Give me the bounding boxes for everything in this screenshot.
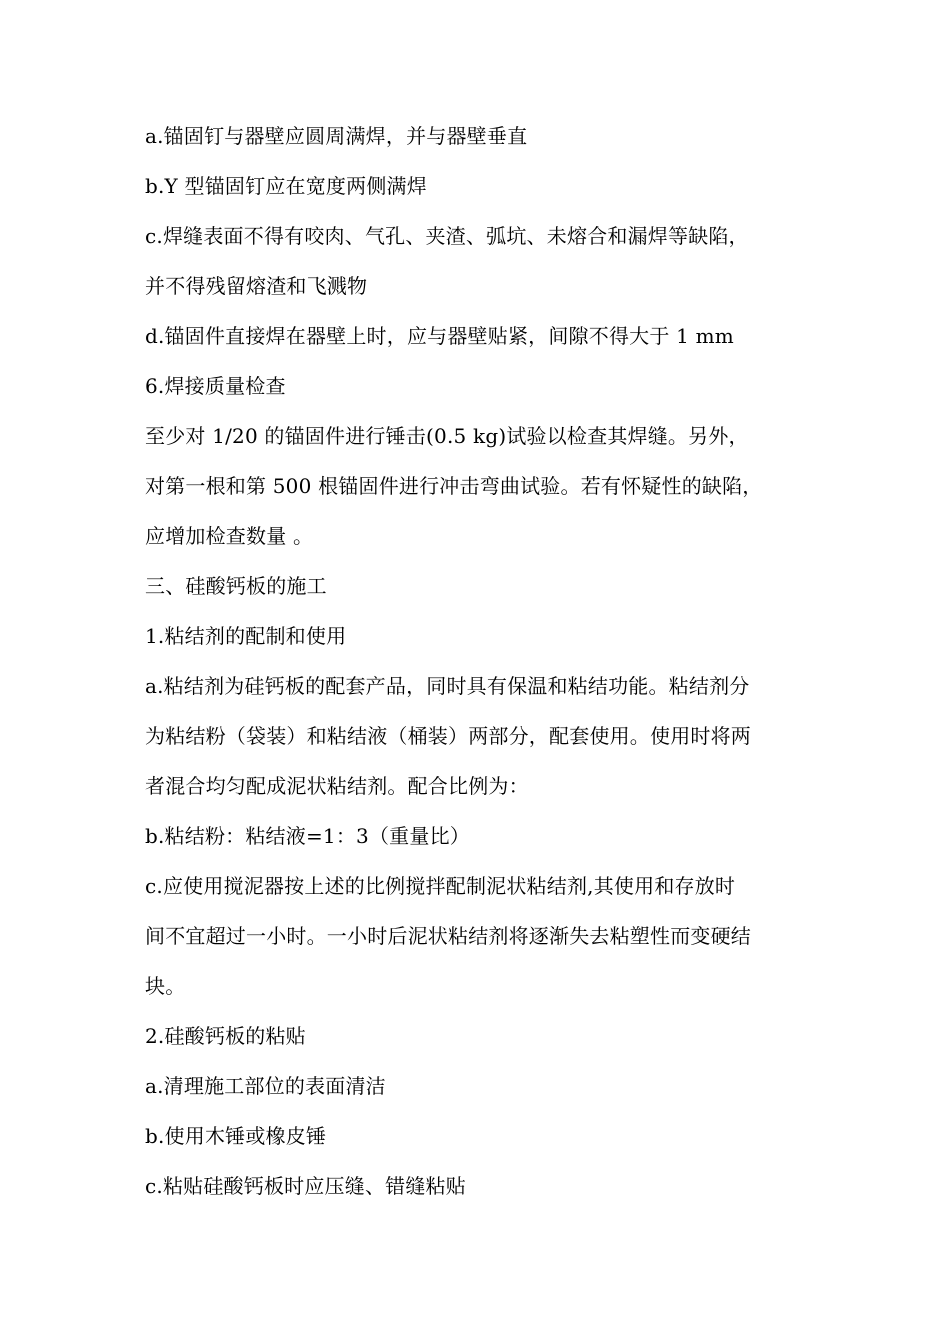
text-line: 为粘结粉（袋装）和粘结液（桶装）两部分，配套使用。使用时将两 — [145, 724, 751, 748]
text-line: 间不宜超过一小时。一小时后泥状粘结剂将逐渐失去粘塑性而变硬结 — [145, 924, 751, 948]
text-line: a.粘结剂为硅钙板的配套产品，同时具有保温和粘结功能。粘结剂分 — [145, 674, 750, 698]
text-line: 应增加检查数量 。 — [145, 524, 314, 548]
text-line: d.锚固件直接焊在器壁上时，应与器壁贴紧，间隙不得大于 1 mm — [145, 324, 734, 348]
text-line: 并不得残留熔渣和飞溅物 — [145, 274, 368, 298]
section-heading: 1.粘结剂的配制和使用 — [145, 624, 347, 648]
text-line: b.粘结粉：粘结液=1：3（重量比） — [145, 824, 470, 848]
text-line: b.使用木锤或橡皮锤 — [145, 1124, 327, 1148]
text-line: 对第一根和第 500 根锚固件进行冲击弯曲试验。若有怀疑性的缺陷， — [145, 474, 763, 498]
text-line: 至少对 1/20 的锚固件进行锤击(0.5 kg)试验以检查其焊缝。另外， — [145, 424, 749, 448]
section-heading: 三、硅酸钙板的施工 — [145, 574, 327, 598]
text-line: 者混合均匀配成泥状粘结剂。配合比例为： — [145, 774, 529, 798]
text-line: c.焊缝表面不得有咬肉、气孔、夹渣、弧坑、未熔合和漏焊等缺陷， — [145, 224, 749, 248]
text-line: a.锚固钉与器壁应圆周满焊，并与器壁垂直 — [145, 124, 528, 148]
section-heading: 2.硅酸钙板的粘贴 — [145, 1024, 306, 1048]
text-line: c.应使用搅泥器按上述的比例搅拌配制泥状粘结剂,其使用和存放时 — [145, 874, 736, 898]
document-body — [145, 116, 810, 1216]
text-line: b.Y 型锚固钉应在宽度两侧满焊 — [145, 174, 427, 198]
text-line: 块。 — [145, 974, 186, 998]
text-line: c.粘贴硅酸钙板时应压缝、错缝粘贴 — [145, 1174, 466, 1198]
text-line: a.清理施工部位的表面清洁 — [145, 1074, 386, 1098]
section-heading: 6.焊接质量检查 — [145, 374, 286, 398]
